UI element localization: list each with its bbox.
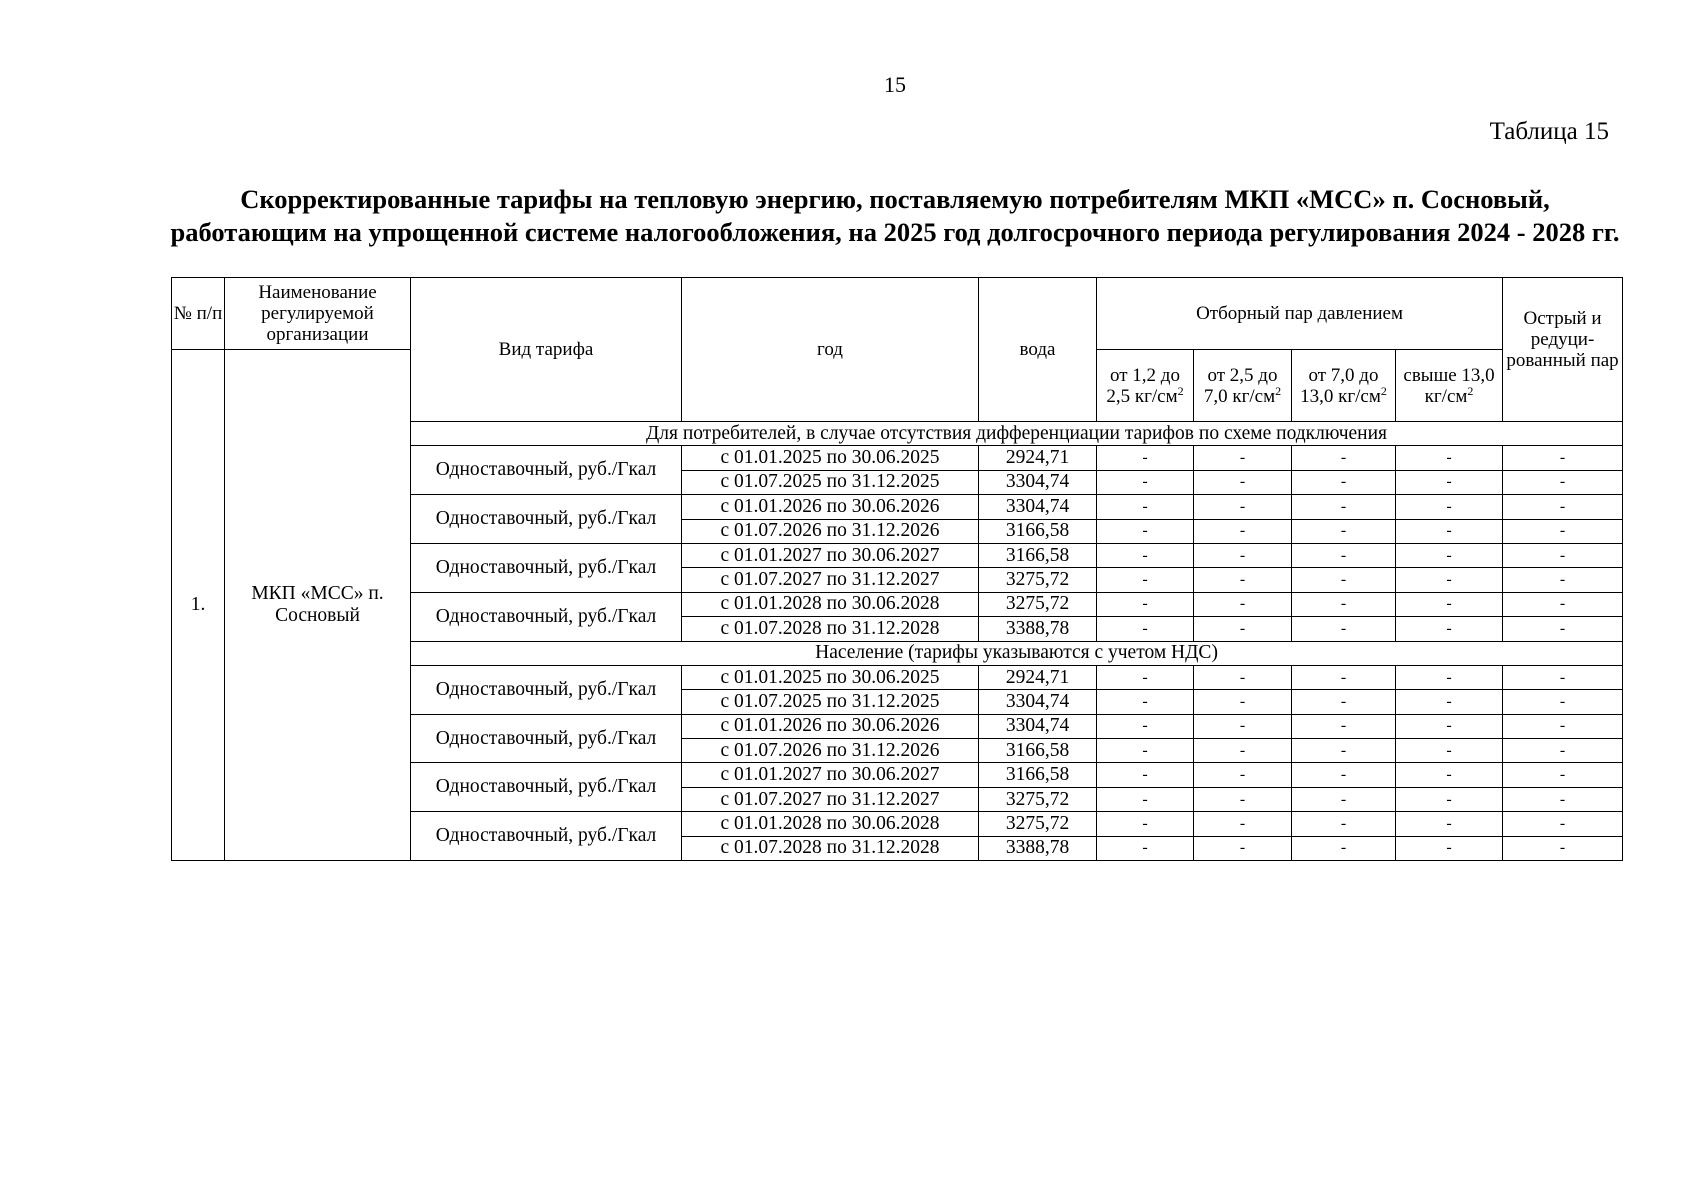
header-sharp-steam bbox=[1503, 278, 1623, 422]
steam-1-cell: - bbox=[1097, 446, 1194, 470]
steam-2-cell: - bbox=[1194, 739, 1292, 763]
water-cell: 3304,74 bbox=[979, 495, 1097, 519]
sharp-steam-cell: - bbox=[1503, 543, 1623, 567]
period-cell: с 01.01.2027 по 30.06.2027 bbox=[682, 543, 979, 567]
tariff-type-cell: Одноставочный, руб./Гкал bbox=[411, 714, 682, 763]
sharp-steam-cell: - bbox=[1503, 568, 1623, 592]
sharp-steam-cell: - bbox=[1503, 446, 1623, 470]
water-cell: 3388,78 bbox=[979, 836, 1097, 860]
steam-4-cell: - bbox=[1396, 836, 1503, 860]
period-cell: с 01.01.2028 по 30.06.2028 bbox=[682, 812, 979, 836]
header-steam-2-label: от 2,5 до 7,0 кг/см bbox=[1203, 364, 1278, 407]
steam-3-cell: - bbox=[1292, 690, 1396, 714]
sharp-steam-cell: - bbox=[1503, 739, 1623, 763]
sharp-steam-cell: - bbox=[1503, 617, 1623, 641]
steam-4-cell: - bbox=[1396, 665, 1503, 689]
steam-2-cell: - bbox=[1194, 519, 1292, 543]
period-cell: с 01.01.2025 по 30.06.2025 bbox=[682, 665, 979, 689]
steam-3-cell: - bbox=[1292, 519, 1396, 543]
header-sharp-steam-label: Острый и редуци-рованный пар bbox=[1506, 307, 1619, 371]
sharp-steam-cell: - bbox=[1503, 519, 1623, 543]
header-steam-4 bbox=[1396, 350, 1503, 422]
steam-2-cell: - bbox=[1194, 495, 1292, 519]
sharp-steam-cell: - bbox=[1503, 470, 1623, 494]
tariff-type-cell: Одноставочный, руб./Гкал bbox=[411, 592, 682, 641]
steam-4-cell: - bbox=[1396, 543, 1503, 567]
sharp-steam-cell: - bbox=[1503, 592, 1623, 616]
unit-power: 2 bbox=[1177, 383, 1184, 398]
period-cell: с 01.07.2027 по 31.12.2027 bbox=[682, 568, 979, 592]
header-steam-group: Отборный пар давлением bbox=[1097, 278, 1503, 350]
steam-4-cell: - bbox=[1396, 763, 1503, 787]
section-title: Для потребителей, в случае отсутствия дифференциации тарифов по схеме подключения bbox=[411, 422, 1623, 446]
steam-1-cell: - bbox=[1097, 568, 1194, 592]
steam-3-cell: - bbox=[1292, 763, 1396, 787]
sharp-steam-cell: - bbox=[1503, 836, 1623, 860]
header-steam-1 bbox=[1097, 350, 1194, 422]
section-title: Население (тарифы указываются с учетом НДС) bbox=[411, 641, 1623, 665]
org-number: 1. bbox=[172, 350, 225, 861]
steam-3-cell: - bbox=[1292, 568, 1396, 592]
steam-3-cell: - bbox=[1292, 592, 1396, 616]
header-steam-3 bbox=[1292, 350, 1396, 422]
steam-4-cell: - bbox=[1396, 470, 1503, 494]
steam-1-cell: - bbox=[1097, 836, 1194, 860]
water-cell: 3166,58 bbox=[979, 543, 1097, 567]
unit-power: 2 bbox=[1275, 383, 1282, 398]
period-cell: с 01.01.2026 по 30.06.2026 bbox=[682, 714, 979, 738]
tariff-type-cell: Одноставочный, руб./Гкал bbox=[411, 763, 682, 812]
steam-2-cell: - bbox=[1194, 812, 1292, 836]
period-cell: с 01.07.2026 по 31.12.2026 bbox=[682, 739, 979, 763]
water-cell: 3304,74 bbox=[979, 714, 1097, 738]
sharp-steam-cell: - bbox=[1503, 763, 1623, 787]
steam-1-cell: - bbox=[1097, 592, 1194, 616]
tariff-type-cell: Одноставочный, руб./Гкал bbox=[411, 665, 682, 714]
steam-2-cell: - bbox=[1194, 714, 1292, 738]
header-steam-3-label: от 7,0 до 13,0 кг/см bbox=[1300, 364, 1381, 407]
steam-2-cell: - bbox=[1194, 617, 1292, 641]
period-cell: с 01.07.2028 по 31.12.2028 bbox=[682, 836, 979, 860]
period-cell: с 01.07.2028 по 31.12.2028 bbox=[682, 617, 979, 641]
sharp-steam-cell: - bbox=[1503, 665, 1623, 689]
steam-3-cell: - bbox=[1292, 665, 1396, 689]
steam-1-cell: - bbox=[1097, 543, 1194, 567]
steam-2-cell: - bbox=[1194, 787, 1292, 811]
steam-2-cell: - bbox=[1194, 763, 1292, 787]
steam-2-cell: - bbox=[1194, 665, 1292, 689]
steam-4-cell: - bbox=[1396, 495, 1503, 519]
document-title: Скорректированные тарифы на тепловую энергию, поставляемую потребителям МКП «МСС» п. Сосновый, работающим на упрощенной системе налогообложения, на 2025 год долгосрочного периода регулирования 2024 - 2028 гг. bbox=[170, 184, 1620, 247]
tariff-type-cell: Одноставочный, руб./Гкал bbox=[411, 812, 682, 861]
steam-4-cell: - bbox=[1396, 812, 1503, 836]
tariff-type-cell: Одноставочный, руб./Гкал bbox=[411, 543, 682, 592]
water-cell: 3304,74 bbox=[979, 690, 1097, 714]
steam-4-cell: - bbox=[1396, 592, 1503, 616]
tariff-type-cell: Одноставочный, руб./Гкал bbox=[411, 446, 682, 495]
steam-1-cell: - bbox=[1097, 739, 1194, 763]
steam-2-cell: - bbox=[1194, 543, 1292, 567]
period-cell: с 01.01.2027 по 30.06.2027 bbox=[682, 763, 979, 787]
steam-2-cell: - bbox=[1194, 836, 1292, 860]
tariff-table bbox=[171, 277, 1623, 861]
header-tariff-type: Вид тарифа bbox=[411, 278, 682, 422]
header-num: № п/п bbox=[172, 278, 225, 350]
sharp-steam-cell: - bbox=[1503, 714, 1623, 738]
steam-3-cell: - bbox=[1292, 787, 1396, 811]
steam-1-cell: - bbox=[1097, 495, 1194, 519]
steam-2-cell: - bbox=[1194, 446, 1292, 470]
unit-power: 2 bbox=[1380, 383, 1387, 398]
steam-1-cell: - bbox=[1097, 787, 1194, 811]
steam-4-cell: - bbox=[1396, 714, 1503, 738]
header-steam-4-label: свыше 13,0 кг/см bbox=[1403, 364, 1495, 407]
sharp-steam-cell: - bbox=[1503, 787, 1623, 811]
water-cell: 3304,74 bbox=[979, 470, 1097, 494]
header-org-name: Наименование регулируемой организации bbox=[225, 278, 411, 350]
water-cell: 3166,58 bbox=[979, 739, 1097, 763]
period-cell: с 01.07.2025 по 31.12.2025 bbox=[682, 690, 979, 714]
water-cell: 3166,58 bbox=[979, 519, 1097, 543]
steam-4-cell: - bbox=[1396, 519, 1503, 543]
steam-3-cell: - bbox=[1292, 446, 1396, 470]
steam-4-cell: - bbox=[1396, 568, 1503, 592]
steam-4-cell: - bbox=[1396, 446, 1503, 470]
steam-1-cell: - bbox=[1097, 763, 1194, 787]
steam-2-cell: - bbox=[1194, 470, 1292, 494]
steam-4-cell: - bbox=[1396, 787, 1503, 811]
header-year: год bbox=[682, 278, 979, 422]
period-cell: с 01.01.2025 по 30.06.2025 bbox=[682, 446, 979, 470]
steam-2-cell: - bbox=[1194, 592, 1292, 616]
steam-3-cell: - bbox=[1292, 714, 1396, 738]
steam-3-cell: - bbox=[1292, 495, 1396, 519]
steam-1-cell: - bbox=[1097, 714, 1194, 738]
table-label: Таблица 15 bbox=[1489, 118, 1609, 145]
water-cell: 3275,72 bbox=[979, 568, 1097, 592]
tariff-type-cell: Одноставочный, руб./Гкал bbox=[411, 495, 682, 544]
steam-4-cell: - bbox=[1396, 690, 1503, 714]
header-steam-2 bbox=[1194, 350, 1292, 422]
sharp-steam-cell: - bbox=[1503, 812, 1623, 836]
period-cell: с 01.07.2026 по 31.12.2026 bbox=[682, 519, 979, 543]
steam-1-cell: - bbox=[1097, 470, 1194, 494]
period-cell: с 01.07.2025 по 31.12.2025 bbox=[682, 470, 979, 494]
steam-4-cell: - bbox=[1396, 617, 1503, 641]
steam-1-cell: - bbox=[1097, 812, 1194, 836]
steam-1-cell: - bbox=[1097, 617, 1194, 641]
header-water: вода bbox=[979, 278, 1097, 422]
water-cell: 3388,78 bbox=[979, 617, 1097, 641]
steam-1-cell: - bbox=[1097, 665, 1194, 689]
org-name: МКП «МСС» п. Сосновый bbox=[225, 350, 411, 861]
steam-3-cell: - bbox=[1292, 617, 1396, 641]
steam-1-cell: - bbox=[1097, 519, 1194, 543]
water-cell: 3275,72 bbox=[979, 812, 1097, 836]
water-cell: 2924,71 bbox=[979, 665, 1097, 689]
period-cell: с 01.01.2026 по 30.06.2026 bbox=[682, 495, 979, 519]
header-row-1 bbox=[172, 278, 1623, 350]
period-cell: с 01.01.2028 по 30.06.2028 bbox=[682, 592, 979, 616]
water-cell: 3275,72 bbox=[979, 592, 1097, 616]
page-number: 15 bbox=[884, 72, 906, 97]
steam-2-cell: - bbox=[1194, 568, 1292, 592]
header-steam-1-label: от 1,2 до 2,5 кг/см bbox=[1106, 364, 1180, 407]
steam-3-cell: - bbox=[1292, 543, 1396, 567]
unit-power: 2 bbox=[1467, 383, 1474, 398]
steam-3-cell: - bbox=[1292, 812, 1396, 836]
steam-3-cell: - bbox=[1292, 836, 1396, 860]
sharp-steam-cell: - bbox=[1503, 495, 1623, 519]
steam-3-cell: - bbox=[1292, 470, 1396, 494]
steam-1-cell: - bbox=[1097, 690, 1194, 714]
steam-4-cell: - bbox=[1396, 739, 1503, 763]
sharp-steam-cell: - bbox=[1503, 690, 1623, 714]
steam-3-cell: - bbox=[1292, 739, 1396, 763]
water-cell: 2924,71 bbox=[979, 446, 1097, 470]
water-cell: 3166,58 bbox=[979, 763, 1097, 787]
period-cell: с 01.07.2027 по 31.12.2027 bbox=[682, 787, 979, 811]
steam-2-cell: - bbox=[1194, 690, 1292, 714]
water-cell: 3275,72 bbox=[979, 787, 1097, 811]
